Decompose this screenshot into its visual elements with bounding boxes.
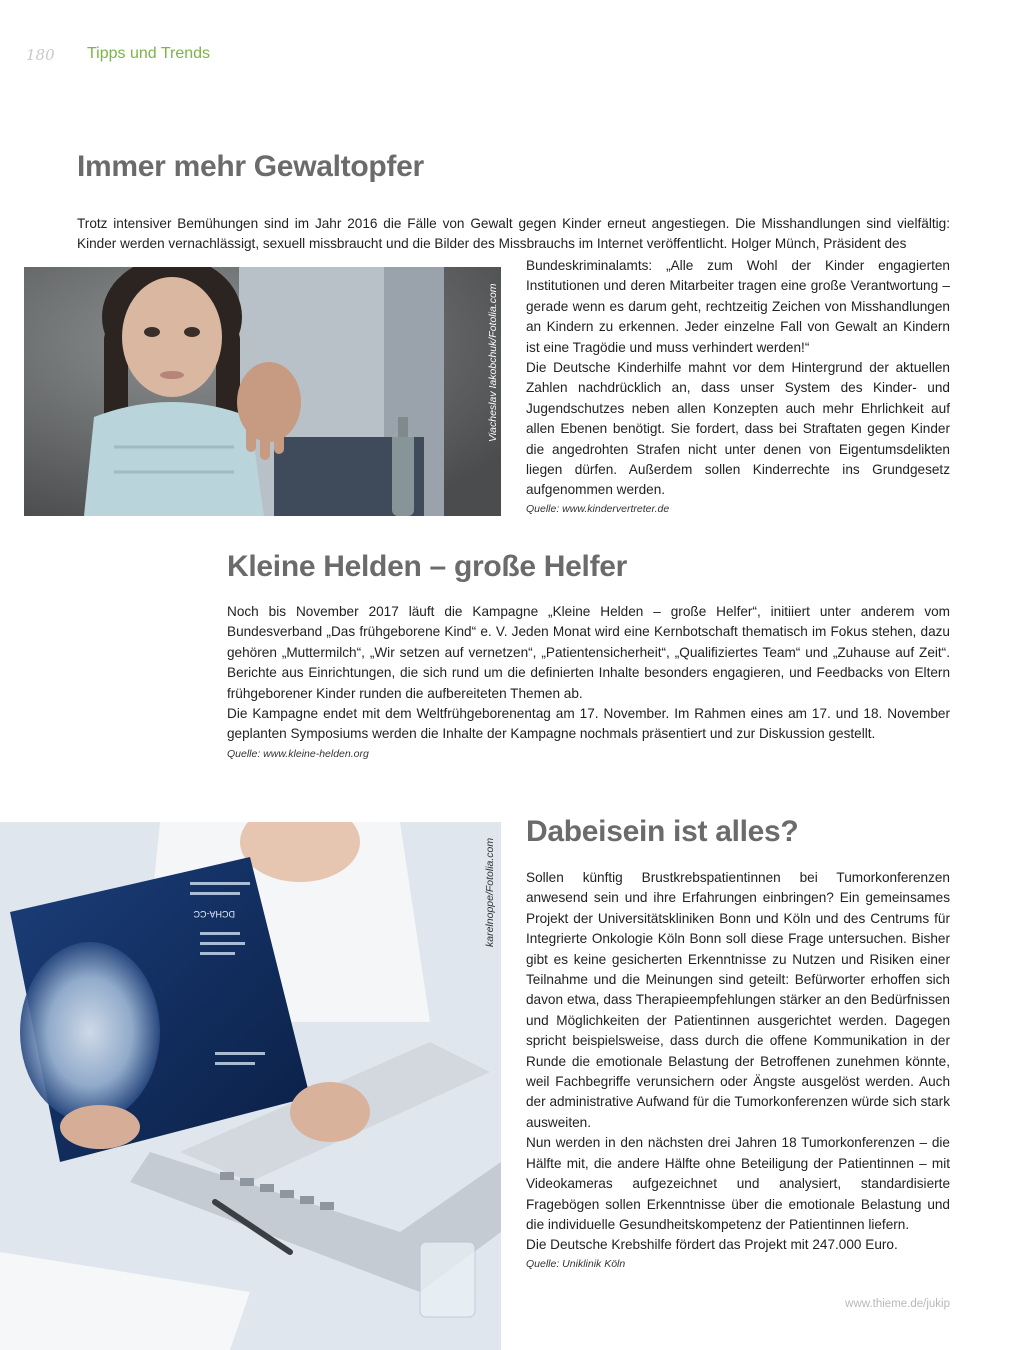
article2-source: Quelle: www.kleine-helden.org [227,748,369,760]
photo-credit-2: karelnoppe/Fotolia.com [484,837,496,947]
article2-body [227,602,950,745]
photo-credit-1: Viacheslav Iakobchuk/Fotolia.com [487,283,499,442]
article2-paragraph1: Noch bis November 2017 läuft die Kampagne „Kleine Helden – große Helfer“, initiiert unter anderem vom Bundesverband „Das frühgeborene Kind“ e. V. Jeden Monat wird eine Kernbotschaft thematisch im Fokus stehen, dazu gehören „Muttermilch“, „Wir setzen auf vernetzen“, „Patientensicherheit“, „Qualifiziertes Team“ und „Zuhause auf Zeit“. Berichte aus Einrichtungen, die sich rund um die definierten Inhalte besonders engagieren, und Feedbacks von Eltern frühgeborener Kinder runden die aufbereiteten Themen ab. [227,604,950,701]
footer-url: www.thieme.de/jukip [845,1298,950,1310]
article3-paragraph1: Sollen künftig Brustkrebspatientinnen bei Tumorkonferenzen anwesend sein und ihre Erfahrungen einbringen? Ein gemeinsames Projekt der Universitätskliniken Bonn und Köln und des Centrums für Integrierte Onkologie Köln Bonn soll diese Frage untersuchen. Bisher gibt es keine gesicherten Erkenntnisse zu Nutzen und Risiken einer Teilnahme und die Meinungen sind geteilt: Befürworter erhoffen sich davon etwa, dass Therapieempfehlungen stärker an den Bedürfnissen und Möglichkeiten der Patientinnen ausgerichtet werden. Dagegen spricht beispielsweise, dass durch die offene Kommunikation in der Runde die emotionale Belastung der Betroffenen zunehmen könnte, weil Fachbegriffe verunsichern oder Ängste ausgelöst werden. Auch der administrative Aufwand für die Tumorkonferenzen würde sich stark ausweiten. [526,870,950,1130]
article3-paragraph3: Die Deutsche Krebshilfe fördert das Projekt mit 247.000 Euro. [526,1237,898,1253]
article1-intro: Trotz intensiver Bemühungen sind im Jahr 2016 die Fälle von Gewalt gegen Kinder erneut angestiegen. Die Misshandlungen sind vielfältig: Kinder werden vernachlässigt, sexuell missbraucht und die Bilder des Missbrauchs im Internet veröffentlicht. Holger Münch, Präsident des [77,216,950,252]
child-photo-illustration [24,267,501,516]
article2-paragraph2: Die Kampagne endet mit dem Weltfrühgeborenentag am 17. November. Im Rahmen eines am 17. und 18. November geplanten Symposiums werden die Inhalte der Kampagne nochmals präsentiert und zur Diskussion gestellt. [227,706,950,742]
article1-column [526,256,950,501]
article3-title: Dabeisein ist alles? [526,815,799,848]
article3-paragraph2: Nun werden in den nächsten drei Jahren 18 Tumorkonferenzen – die Hälfte mit, die andere Hälfte ohne Beteiligung der Patientinnen – mit Videokameras aufgezeichnet und analysiert, standardisierte Fragebögen sollen Erkenntnisse über die emotionale Belastung und die individuelle Gesundheitskompetenz der Patientinnen liefern. [526,1135,950,1232]
article3-source: Quelle: Uniklinik Köln [526,1258,626,1270]
page-number: 180 [26,46,55,64]
article1-paragraph2: Die Deutsche Kinderhilfe mahnt vor dem Hintergrund der aktuellen Zahlen nachdrücklich an, dass unser System des Kinder- und Jugendschutzes neben allen Konzepten auch mehr Ehrlichkeit auf allen Ebenen benötigt. Sie fordert, dass bei Straftaten gegen Kinder die angedrohten Strafen nicht unter denen von Eigentumsdelikten liegen dürfen. Außerdem sollen Kinderrechte ins Grundgesetz aufgenommen werden. [526,360,950,498]
xray-photo-illustration [0,822,501,1350]
child-photo [24,267,501,516]
article2-title: Kleine Helden – große Helfer [227,550,628,583]
article1-title: Immer mehr Gewaltopfer [77,150,424,183]
article1-source: Quelle: www.kindervertreter.de [526,503,670,515]
xray-photo [0,822,501,1350]
article1-paragraph1: Bundeskriminalamts: „Alle zum Wohl der Kinder engagierten Institutionen und deren Mitarbeiter tragen eine große Verantwortung – gerade wenn es darum geht, rechtzeitig Zeichen von Misshandlungen an Kindern zu erkennen. Jeder einzelne Fall von Gewalt an Kindern ist eine Tragödie und muss verhindert werden!“ [526,258,950,355]
article3-body [526,868,950,1256]
xray-label: DCHA-CC [193,909,235,919]
section-label: Tipps und Trends [87,45,211,62]
